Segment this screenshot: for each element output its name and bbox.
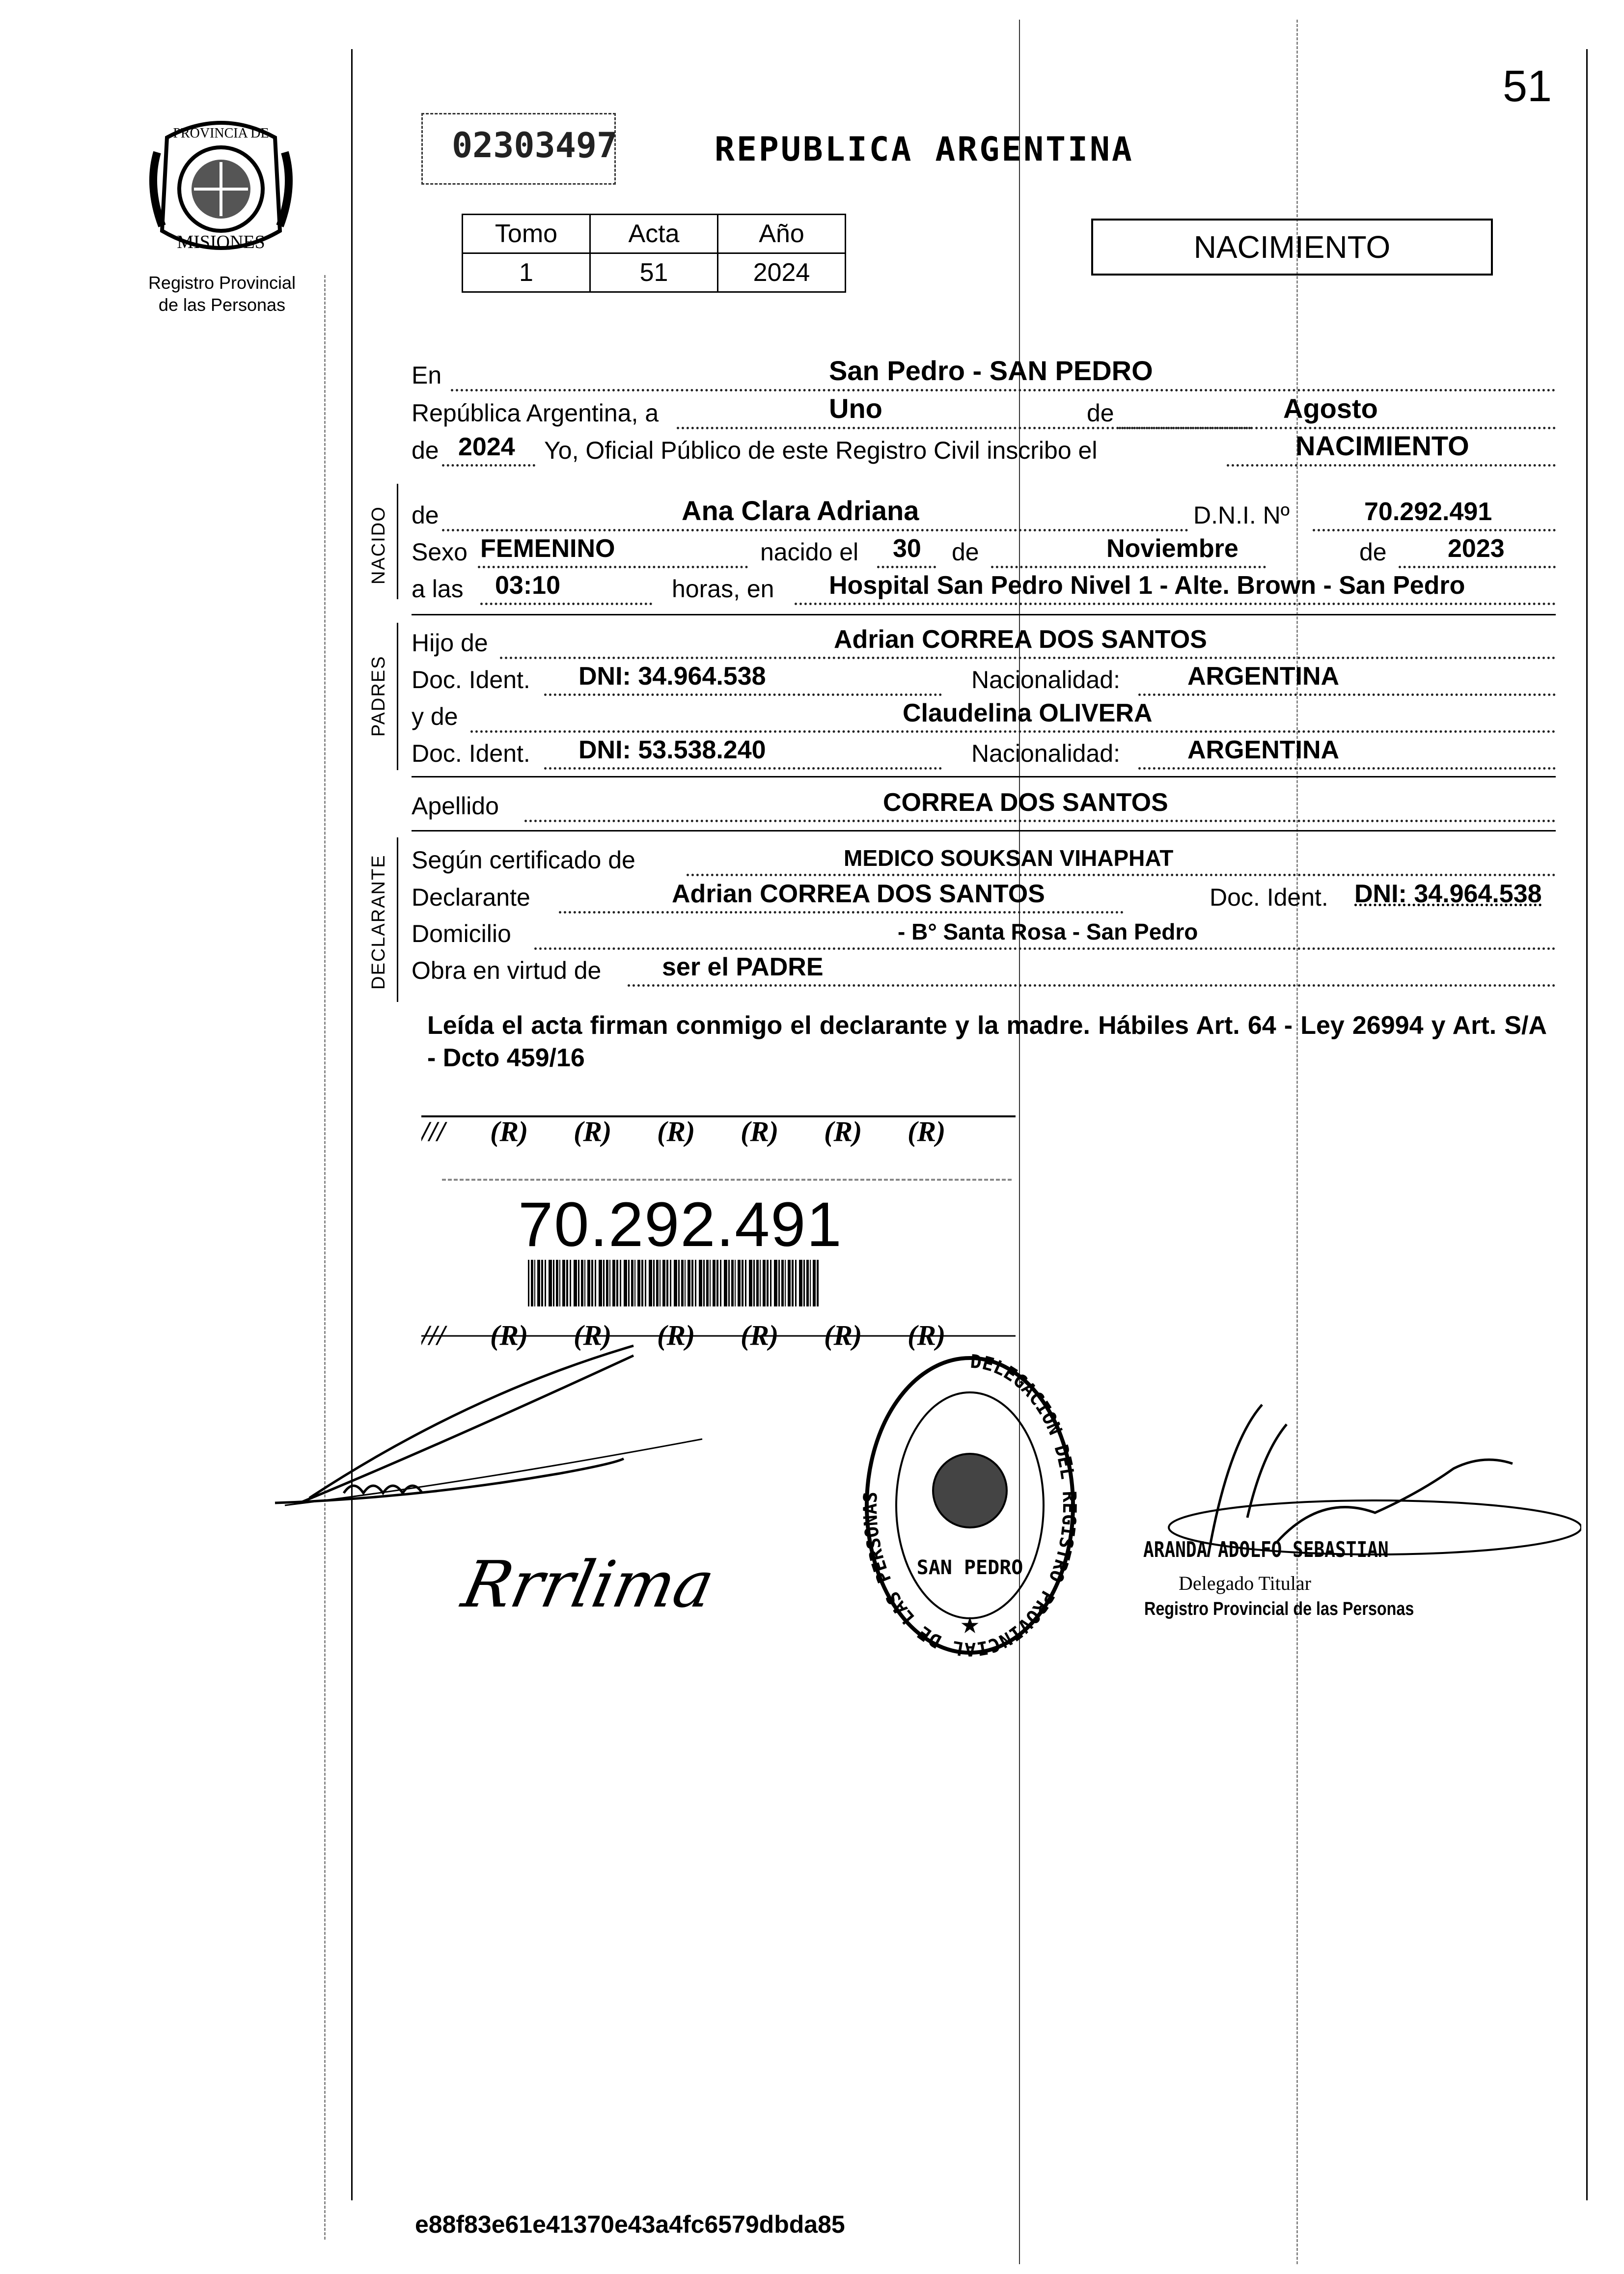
barcode-bar bbox=[703, 1260, 705, 1306]
barcode-bar bbox=[788, 1260, 791, 1306]
label-doc2: Doc. Ident. bbox=[412, 740, 530, 767]
security-dash-line bbox=[442, 1179, 1012, 1181]
value-year: 2024 bbox=[458, 433, 515, 461]
barcode-bar bbox=[749, 1260, 752, 1306]
barcode-bar bbox=[595, 1260, 596, 1306]
value-declarante: Adrian CORREA DOS SANTOS bbox=[672, 880, 1045, 908]
svg-text:(R): (R) bbox=[657, 1115, 695, 1147]
label-alas: a las bbox=[412, 575, 464, 603]
barcode-bar bbox=[720, 1260, 721, 1306]
page-number: 51 bbox=[1503, 62, 1552, 111]
barcode-bar bbox=[681, 1260, 684, 1306]
row-en bbox=[412, 356, 1556, 394]
barcode-bar bbox=[620, 1260, 621, 1306]
barcode-bar bbox=[767, 1260, 769, 1306]
row-doc1 bbox=[412, 661, 1556, 699]
value-birth-day: 30 bbox=[893, 534, 921, 563]
value-en: San Pedro - SAN PEDRO bbox=[829, 355, 1153, 386]
label-yde: y de bbox=[412, 703, 458, 730]
td-tomo: 1 bbox=[463, 253, 590, 292]
barcode-bar bbox=[587, 1260, 590, 1306]
barcode-bar bbox=[612, 1260, 615, 1306]
th-tomo: Tomo bbox=[463, 215, 590, 253]
row-madre bbox=[412, 697, 1556, 736]
value-inscribo: NACIMIENTO bbox=[1295, 430, 1469, 461]
barcode-bar bbox=[742, 1260, 743, 1306]
barcode-bar bbox=[735, 1260, 736, 1306]
barcode-bar bbox=[753, 1260, 755, 1306]
row-declarante bbox=[412, 878, 1556, 916]
barcode-bar bbox=[806, 1260, 809, 1306]
label-nac2: Nacionalidad: bbox=[971, 740, 1120, 767]
divider-2 bbox=[412, 776, 1556, 777]
value-apellido: CORREA DOS SANTOS bbox=[883, 788, 1168, 817]
barcode-bar bbox=[528, 1260, 529, 1306]
barcode-bar bbox=[641, 1260, 643, 1306]
svg-text:(R): (R) bbox=[824, 1115, 862, 1147]
barcode-bar bbox=[591, 1260, 593, 1306]
value-nac2: ARGENTINA bbox=[1187, 736, 1340, 764]
svg-text:MISIONES: MISIONES bbox=[177, 232, 265, 252]
label-oficial: Yo, Oficial Público de este Registro Civil inscribo el bbox=[544, 437, 1098, 464]
left-border-line bbox=[351, 49, 353, 2200]
barcode-bar bbox=[713, 1260, 716, 1306]
barcode-bar bbox=[738, 1260, 741, 1306]
svg-text:(R): (R) bbox=[741, 1115, 779, 1147]
th-ano: Año bbox=[718, 215, 846, 253]
label-cert: Según certificado de bbox=[412, 846, 635, 874]
record-table bbox=[462, 214, 846, 293]
province-logo bbox=[147, 108, 295, 265]
value-obra: ser el PADRE bbox=[662, 953, 824, 981]
label-nac1: Nacionalidad: bbox=[971, 666, 1120, 693]
official-stamp bbox=[862, 1348, 1078, 1663]
barcode-bar bbox=[553, 1260, 554, 1306]
barcode-bar bbox=[616, 1260, 618, 1306]
barcode-bar bbox=[609, 1260, 610, 1306]
barcode-bar bbox=[599, 1260, 602, 1306]
barcode-bar bbox=[545, 1260, 546, 1306]
svg-text:(R): (R) bbox=[490, 1319, 528, 1351]
label-apellido: Apellido bbox=[412, 792, 499, 820]
barcode-bar bbox=[660, 1260, 661, 1306]
barcode-bar bbox=[774, 1260, 777, 1306]
value-nombre: Ana Clara Adriana bbox=[682, 495, 919, 526]
svg-text:(R): (R) bbox=[657, 1319, 695, 1351]
barcode-bar bbox=[603, 1260, 605, 1306]
label-nacido: nacido el bbox=[760, 538, 859, 566]
barcode-bar bbox=[624, 1260, 627, 1306]
barcode-bar bbox=[574, 1260, 577, 1306]
barcode-bar bbox=[678, 1260, 680, 1306]
label-obra: Obra en virtud de bbox=[412, 957, 602, 984]
value-birth-year: 2023 bbox=[1448, 534, 1505, 563]
svg-text:(R): (R) bbox=[741, 1319, 779, 1351]
svg-text:(R): (R) bbox=[908, 1115, 946, 1147]
row-padre bbox=[412, 624, 1556, 662]
barcode-bar bbox=[541, 1260, 543, 1306]
svg-text:///: /// bbox=[421, 1319, 445, 1351]
barcode-bar bbox=[656, 1260, 659, 1306]
barcode-bar bbox=[781, 1260, 784, 1306]
barcode-bar bbox=[628, 1260, 630, 1306]
row-fecha bbox=[412, 394, 1556, 432]
barcode-bar bbox=[763, 1260, 766, 1306]
barcode-bar bbox=[537, 1260, 540, 1306]
label-de2: de bbox=[412, 437, 439, 464]
barcode-bar bbox=[799, 1260, 802, 1306]
label-de3: de bbox=[952, 538, 979, 566]
barcode bbox=[528, 1260, 823, 1306]
label-hijo: Hijo de bbox=[412, 629, 488, 657]
barcode-bar bbox=[695, 1260, 696, 1306]
label-dni: D.N.I. Nº bbox=[1193, 501, 1290, 529]
barcode-bar bbox=[691, 1260, 693, 1306]
barcode-bar bbox=[549, 1260, 552, 1306]
barcode-bar bbox=[666, 1260, 668, 1306]
row-sexo bbox=[412, 533, 1556, 571]
barcode-bar bbox=[674, 1260, 677, 1306]
barcode-bar bbox=[817, 1260, 819, 1306]
barcode-bar bbox=[760, 1260, 761, 1306]
barcode-bar bbox=[606, 1260, 608, 1306]
th-acta: Acta bbox=[590, 215, 718, 253]
td-ano: 2024 bbox=[718, 253, 846, 292]
official-name: ARANDA ADOLFO SEBASTIAN bbox=[1143, 1537, 1389, 1562]
label-de: de bbox=[1087, 399, 1114, 427]
barcode-bar bbox=[531, 1260, 533, 1306]
barcode-bar bbox=[731, 1260, 734, 1306]
tag-padres: PADRES bbox=[368, 655, 389, 737]
row-nombre bbox=[412, 496, 1556, 534]
barcode-bar bbox=[813, 1260, 816, 1306]
barcode-bar bbox=[578, 1260, 579, 1306]
label-en: En bbox=[412, 361, 442, 389]
barcode-bar bbox=[756, 1260, 759, 1306]
svg-text:(R): (R) bbox=[574, 1319, 612, 1351]
label-declarante: Declarante bbox=[412, 884, 530, 911]
value-month: Agosto bbox=[1283, 393, 1378, 424]
label-sexo: Sexo bbox=[412, 538, 468, 566]
svg-text:PROVINCIA DE: PROVINCIA DE bbox=[173, 126, 269, 141]
value-sexo: FEMENINO bbox=[480, 534, 615, 563]
label-republica: República Argentina, a bbox=[412, 399, 659, 427]
row-cert bbox=[412, 841, 1556, 879]
barcode-bar bbox=[803, 1260, 805, 1306]
barcode-bar bbox=[559, 1260, 560, 1306]
legal-note: Leída el acta firman conmigo el declarante y la madre. Hábiles Art. 64 - Ley 26994 y Art. S/A - Dcto 459/16 bbox=[427, 1011, 1547, 1072]
barcode-bar bbox=[810, 1260, 811, 1306]
barcode-bar bbox=[570, 1260, 571, 1306]
svg-text:(R): (R) bbox=[824, 1319, 862, 1351]
value-dni: 70.292.491 bbox=[1364, 498, 1492, 526]
svg-text:(R): (R) bbox=[908, 1319, 946, 1351]
barcode-bar bbox=[584, 1260, 585, 1306]
official-title: Delegado Titular bbox=[1179, 1572, 1311, 1594]
country-title: REPUBLICA ARGENTINA bbox=[715, 130, 1134, 169]
svg-text:(R): (R) bbox=[574, 1115, 612, 1147]
value-cert: MEDICO SOUKSAN VIHAPHAT bbox=[844, 845, 1174, 871]
barcode-bar bbox=[637, 1260, 640, 1306]
value-domicilio: - B° Santa Rosa - San Pedro bbox=[898, 919, 1198, 944]
row-hora bbox=[412, 570, 1556, 608]
value-doc3: DNI: 34.964.538 bbox=[1354, 880, 1542, 908]
svg-text:(R): (R) bbox=[490, 1115, 528, 1147]
barcode-bar bbox=[710, 1260, 711, 1306]
barcode-bar bbox=[662, 1260, 665, 1306]
td-acta: 51 bbox=[590, 253, 718, 292]
barcode-bar bbox=[785, 1260, 786, 1306]
barcode-bar bbox=[724, 1260, 727, 1306]
barcode-bar bbox=[706, 1260, 709, 1306]
barcode-bar bbox=[688, 1260, 690, 1306]
document-hash: e88f83e61e41370e43a4fc6579dbda85 bbox=[415, 2211, 845, 2238]
row-apellido bbox=[412, 787, 1556, 825]
barcode-bar bbox=[631, 1260, 633, 1306]
right-border-line bbox=[1586, 49, 1588, 2200]
value-day: Uno bbox=[829, 393, 882, 424]
tag-nacido: NACIDO bbox=[368, 506, 389, 584]
label-doc1: Doc. Ident. bbox=[412, 666, 530, 693]
barcode-bar bbox=[745, 1260, 746, 1306]
value-doc2: DNI: 53.538.240 bbox=[578, 736, 766, 764]
act-type: NACIMIENTO bbox=[1193, 229, 1391, 265]
value-padre: Adrian CORREA DOS SANTOS bbox=[834, 625, 1207, 654]
value-nac1: ARGENTINA bbox=[1187, 662, 1340, 691]
logo-caption-1: Registro Provincial bbox=[148, 273, 296, 293]
row-domicilio bbox=[412, 915, 1556, 953]
value-madre: Claudelina OLIVERA bbox=[903, 699, 1153, 727]
barcode-bar bbox=[670, 1260, 671, 1306]
barcode-bar bbox=[728, 1260, 730, 1306]
divider-1 bbox=[412, 614, 1556, 615]
barcode-bar bbox=[792, 1260, 794, 1306]
svg-text:DELEGACION DEL REGISTRO PROVIN: DELEGACION DEL ISTRO PROVINCIAL DE LAS PERSO bbox=[862, 1350, 1078, 1661]
barcode-bar bbox=[716, 1260, 718, 1306]
barcode-number: 70.292.491 bbox=[518, 1190, 843, 1260]
label-de4: de bbox=[1359, 538, 1387, 566]
barcode-bar bbox=[566, 1260, 568, 1306]
security-pattern-top bbox=[421, 1112, 1016, 1147]
barcode-bar bbox=[645, 1260, 646, 1306]
tag-declarante: DECLARANTE bbox=[368, 854, 389, 990]
value-hora: 03:10 bbox=[495, 571, 560, 600]
barcode-bar bbox=[649, 1260, 652, 1306]
mother-signature: Rrrlima bbox=[456, 1547, 721, 1622]
label-doc3: Doc. Ident. bbox=[1210, 884, 1328, 911]
value-doc1: DNI: 34.964.538 bbox=[578, 662, 766, 691]
svg-text:SAN PEDRO: SAN PEDRO bbox=[916, 1556, 1023, 1579]
row-inscribo bbox=[412, 431, 1556, 470]
barcode-bar bbox=[556, 1260, 558, 1306]
left-margin-dots bbox=[324, 275, 326, 2240]
svg-text:★: ★ bbox=[960, 1612, 980, 1638]
barcode-bar bbox=[581, 1260, 583, 1306]
barcode-bar bbox=[770, 1260, 771, 1306]
official-signature bbox=[1100, 1395, 1581, 1562]
label-domicilio: Domicilio bbox=[412, 920, 511, 947]
svg-text:///: /// bbox=[421, 1115, 445, 1147]
barcode-bar bbox=[534, 1260, 535, 1306]
value-birth-month: Noviembre bbox=[1106, 534, 1239, 563]
barcode-bar bbox=[685, 1260, 686, 1306]
serial-number: 02303497 bbox=[452, 125, 618, 166]
official-office: Registro Provincial de las Personas bbox=[1144, 1599, 1414, 1619]
act-type-box bbox=[1091, 219, 1493, 276]
barcode-bar bbox=[795, 1260, 797, 1306]
declarant-signature bbox=[270, 1336, 761, 1532]
value-lugar: Hospital San Pedro Nivel 1 - Alte. Brown - San Pedro bbox=[829, 571, 1465, 600]
label-horas: horas, en bbox=[672, 575, 774, 603]
logo-caption-2: de las Personas bbox=[158, 295, 286, 315]
barcode-bar bbox=[562, 1260, 565, 1306]
label-nombre: de bbox=[412, 501, 439, 529]
barcode-bar bbox=[778, 1260, 780, 1306]
row-doc2 bbox=[412, 734, 1556, 773]
barcode-bar bbox=[699, 1260, 702, 1306]
barcode-bar bbox=[634, 1260, 635, 1306]
barcode-bar bbox=[653, 1260, 655, 1306]
row-obra bbox=[412, 951, 1556, 990]
divider-3 bbox=[412, 830, 1556, 832]
